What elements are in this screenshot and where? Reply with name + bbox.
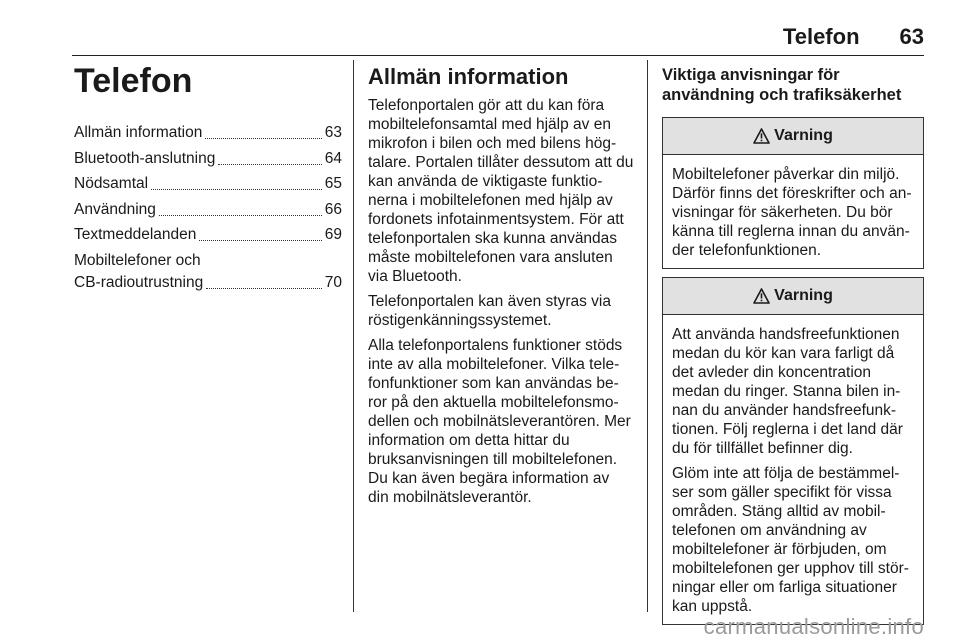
safety-heading-line1: Viktiga anvisningar för — [662, 66, 840, 84]
toc-item-nodsamtal[interactable] — [74, 173, 342, 195]
page-number: 63 — [899, 24, 924, 49]
toc-item-textmeddelanden[interactable] — [74, 224, 342, 246]
toc-leader — [218, 164, 321, 165]
toc-page: 70 — [324, 273, 342, 291]
toc-item-allman-information[interactable] — [74, 122, 342, 144]
warning-text: Att använda handsfreefunktionen medan du kör kan vara farligt då det avleder din koncentration medan du ringer. Stanna bilen in-nan du använder handsfreefunk-tionen. Följ reglerna i det land där du för tillfället befinner dig. — [672, 326, 903, 457]
watermark: carmanualsonline.info — [703, 614, 924, 639]
warning-body — [663, 155, 923, 268]
warning-label: Varning — [774, 287, 833, 304]
general-info-heading: Allmän information — [368, 64, 569, 89]
toc-page: 65 — [324, 175, 342, 192]
column-divider-right — [647, 60, 648, 612]
toc-label-line2: CB-radioutrustning — [74, 273, 204, 291]
warning-text: Mobiltelefoner påverkar din miljö. Därför finns det föreskrifter och an-visningar för säkerheten. Du bör känna till reglerna innan du använ-der telefonfunktionen. — [672, 166, 912, 259]
chapter-title: Telefon — [74, 62, 193, 100]
toc-leader — [206, 288, 322, 289]
safety-heading-line2: användning och trafiksäkerhet — [662, 85, 902, 104]
warning-triangle-icon — [753, 288, 770, 304]
toc-page: 66 — [324, 200, 342, 218]
toc-leader — [205, 138, 321, 139]
toc-label: Bluetooth-anslutning — [74, 149, 216, 167]
warning-header — [663, 278, 923, 315]
toc-page: 63 — [324, 124, 342, 141]
safety-column — [662, 66, 924, 633]
column-divider-left — [353, 60, 354, 612]
warning-body — [663, 315, 923, 624]
toc-page: 64 — [324, 149, 342, 167]
warning-label: Varning — [774, 127, 833, 144]
general-info-paragraph: Alla telefonportalens funktioner stöds inte av alla mobiltelefoner. Vilka tele-fonfunktioner som kan användas be-ror på den aktuella mobiltelefonsmo-dellen och mobilnätsleverantören. Mer information om detta hittar du bruksanvisningen till mobiltelefonen. Du kan även begära information av din mobilnätsleverantör. — [368, 337, 631, 506]
toc-item-anvandning[interactable] — [74, 199, 342, 221]
chapter-column — [74, 56, 342, 297]
toc-label-line1: Mobiltelefoner och — [74, 251, 201, 269]
running-header-title: Telefon — [782, 24, 860, 49]
warning-text: Glöm inte att följa de bestämmel-ser som gäller specifikt för vissa områden. Stäng alltid av mobil-telefonen om användning av mobiltelefoner är förbjuden, om mobiltelefonen ger upphov till stör-ningar eller om farliga situationer kan uppstå. — [672, 465, 909, 615]
toc-label: Användning — [74, 200, 156, 218]
general-info-paragraph: Telefonportalen kan även styras via röstigenkänningssystemet. — [368, 293, 611, 329]
toc-item-bluetooth-anslutning[interactable] — [74, 148, 342, 170]
warning-header — [663, 118, 923, 155]
toc-leader — [199, 240, 321, 241]
toc-leader — [151, 189, 322, 190]
general-info-column — [368, 62, 634, 513]
table-of-contents — [74, 122, 342, 294]
toc-label: Nödsamtal — [74, 175, 149, 192]
toc-leader — [159, 215, 322, 216]
warning-triangle-icon — [753, 128, 770, 144]
warning-box — [662, 277, 924, 625]
warning-box — [662, 117, 924, 269]
toc-page: 69 — [324, 226, 342, 243]
safety-heading — [662, 66, 924, 105]
toc-item-mobiltelefoner-cb-radio[interactable] — [74, 250, 342, 294]
general-info-paragraph: Telefonportalen gör att du kan föra mobiltelefonsamtal med hjälp av en mikrofon i bilen och med bilens hög-talare. Portalen tillåter dessutom att du kan använda de viktigaste funktio-nerna i mobiltelefonen med hjälp av fordonets infotainmentsystem. För att telefonportalen ska kunna användas måste mobiltelefonen vara ansluten via Bluetooth. — [368, 97, 634, 285]
toc-label: Textmeddelanden — [74, 226, 197, 243]
running-header — [783, 24, 924, 50]
toc-label: Allmän information — [74, 124, 203, 141]
